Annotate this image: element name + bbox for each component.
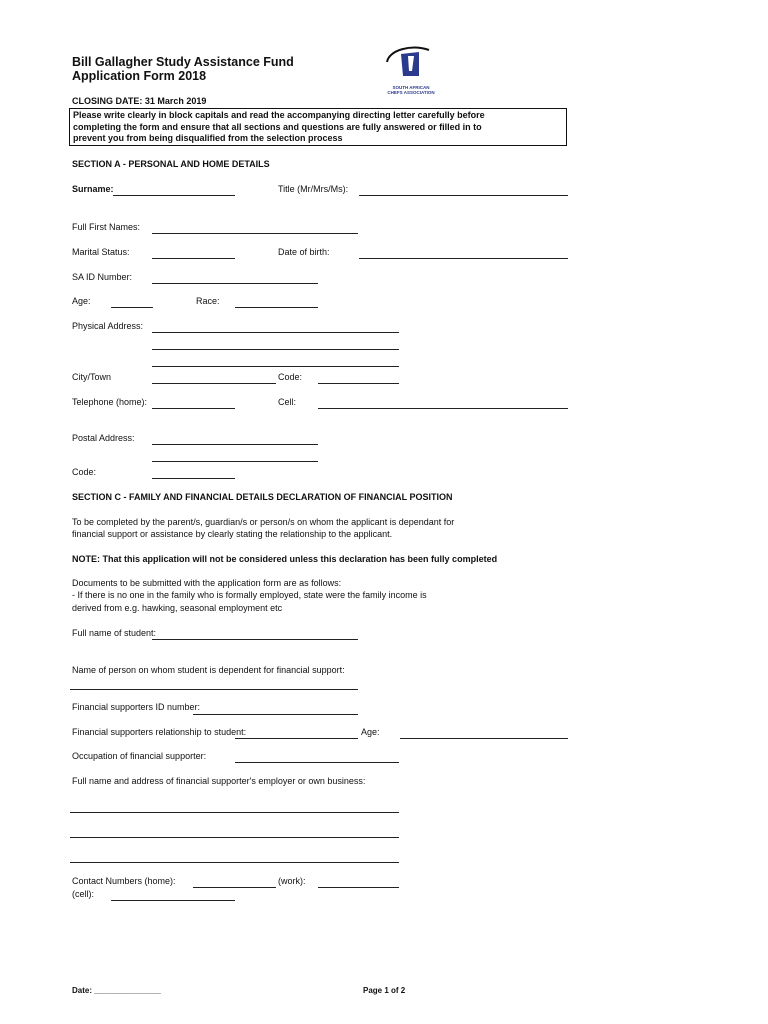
supporter-relationship-label: Financial supporters relationship to student: [72,727,247,737]
sa-id-number-label: SA ID Number: [72,272,133,282]
city-town-field[interactable] [152,383,276,384]
logo-text-line2: CHEFS ASSOCIATION [387,90,435,95]
postal-code-label: Code: [72,467,97,477]
logo-text-line1: SOUTH AFRICAN [392,85,430,90]
instructions-line1: Please write clearly in block capitals and read the accompanying directing letter carefully before [73,110,485,120]
postal-code-field[interactable] [152,478,235,479]
postal-address-field-1[interactable] [152,444,318,445]
form-title-line1: Bill Gallagher Study Assistance Fund [72,55,294,69]
page-number: Page 1 of 2 [363,986,406,995]
instructions-line3: prevent you from being disqualified from the selection process [73,133,343,143]
surname-field[interactable] [113,195,235,196]
supporter-occupation-field[interactable] [235,762,399,763]
date-of-birth-field[interactable] [359,258,568,259]
title-field[interactable] [359,195,568,196]
full-name-student-field[interactable] [152,639,358,640]
city-town-label: City/Town [72,372,112,382]
cell-field[interactable] [318,408,568,409]
documents-line1: Documents to be submitted with the application form are as follows: [72,578,342,588]
sa-id-number-field[interactable] [152,283,318,284]
age-label: Age: [72,296,91,306]
race-label: Race: [196,296,220,306]
footer-date: Date: _______________ [72,986,161,995]
dependent-person-field[interactable] [70,689,358,690]
employer-address-label: Full name and address of financial supporter's employer or own business: [72,776,366,786]
contact-home-field[interactable] [193,887,276,888]
declaration-note: NOTE: That this application will not be considered unless this declaration has been fully completed [72,554,498,564]
documents-line2: - If there is no one in the family who is formally employed, state were the family income is [72,590,427,600]
contact-work-field[interactable] [318,887,399,888]
dependent-person-label: Name of person on whom student is dependent for financial support: [72,665,345,675]
supporter-relationship-field[interactable] [235,738,358,739]
contact-home-label: Contact Numbers (home): [72,876,176,886]
marital-status-label: Marital Status: [72,247,130,257]
physical-address-field-3[interactable] [152,366,399,367]
physical-address-field-1[interactable] [152,332,399,333]
telephone-home-field[interactable] [152,408,235,409]
race-field[interactable] [235,307,318,308]
physical-address-field-2[interactable] [152,349,399,350]
documents-line3: derived from e.g. hawking, seasonal employment etc [72,603,283,613]
date-of-birth-label: Date of birth: [278,247,330,257]
section-c-intro-line2: financial support or assistance by clearly stating the relationship to the applicant. [72,529,393,539]
employer-address-field-2[interactable] [70,837,399,838]
chef-hat-logo-icon [381,44,441,80]
title-label: Title (Mr/Mrs/Ms): [278,184,349,194]
age-field[interactable] [111,307,153,308]
postal-address-field-2[interactable] [152,461,318,462]
supporter-age-field[interactable] [400,738,568,739]
section-a-heading: SECTION A - PERSONAL AND HOME DETAILS [72,159,270,169]
association-logo [381,44,441,96]
form-title [72,55,294,83]
supporter-id-label: Financial supporters ID number: [72,702,201,712]
full-first-names-label: Full First Names: [72,222,141,232]
physical-address-label: Physical Address: [72,321,144,331]
contact-cell-label: (cell): [72,889,94,899]
contact-cell-field[interactable] [111,900,235,901]
form-title-line2: Application Form 2018 [72,69,207,83]
code-label: Code: [278,372,303,382]
cell-label: Cell: [278,397,297,407]
closing-date: CLOSING DATE: 31 March 2019 [72,96,207,106]
postal-address-label: Postal Address: [72,433,135,443]
instructions-box [69,108,567,146]
surname-label: Surname: [72,184,114,194]
supporter-occupation-label: Occupation of financial supporter: [72,751,207,761]
contact-work-label: (work): [278,876,306,886]
code-field[interactable] [318,383,399,384]
marital-status-field[interactable] [152,258,235,259]
full-first-names-field[interactable] [152,233,358,234]
logo-text [381,85,441,95]
telephone-home-label: Telephone (home): [72,397,148,407]
supporter-id-field[interactable] [193,714,358,715]
instructions-line2: completing the form and ensure that all sections and questions are fully answered or filled in to [73,121,482,132]
employer-address-field-1[interactable] [70,812,399,813]
section-c-heading: SECTION C - FAMILY AND FINANCIAL DETAILS DECLARATION OF FINANCIAL POSITION [72,492,453,502]
full-name-student-label: Full name of student: [72,628,157,638]
section-c-intro-line1: To be completed by the parent/s, guardian/s or person/s on whom the applicant is dependant for [72,517,455,527]
supporter-age-label: Age: [361,727,380,737]
employer-address-field-3[interactable] [70,862,399,863]
